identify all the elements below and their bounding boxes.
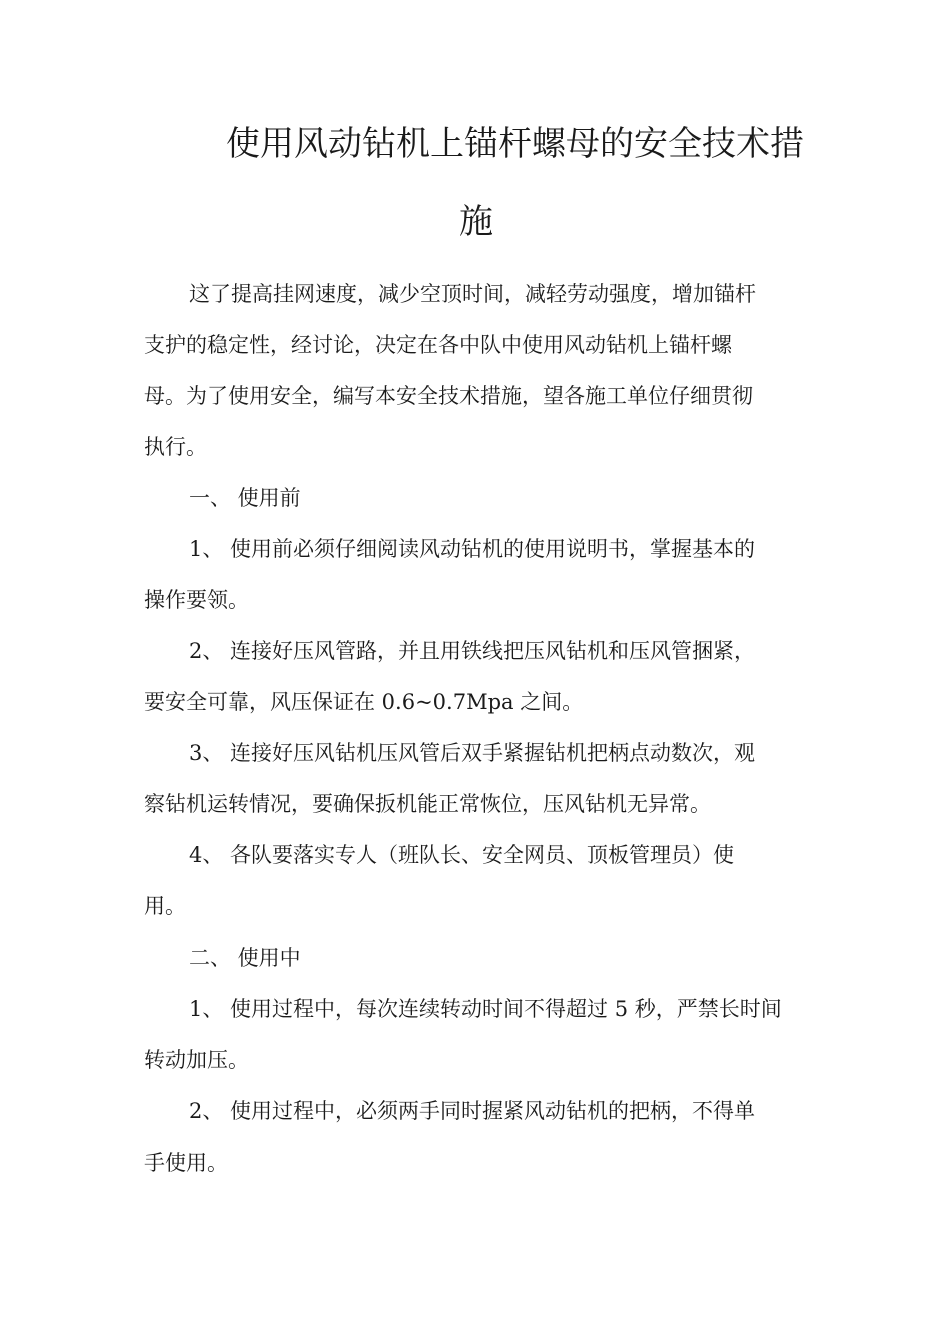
during-item-2-line-1: 2、 使用过程中，必须两手同时握紧风动钻机的把柄，不得单 <box>189 1099 756 1123</box>
document-title-line-2: 施 <box>459 202 493 242</box>
section-heading-before-use: 一、 使用前 <box>189 486 301 510</box>
item-1-line-2: 操作要领。 <box>144 588 249 612</box>
item-2-line-2: 要安全可靠，风压保证在 0.6~0.7Mpa 之间。 <box>144 690 584 714</box>
paragraph-intro-line-4: 执行。 <box>144 435 207 459</box>
section-heading-during-use: 二、 使用中 <box>189 946 301 970</box>
during-item-1-line-1: 1、 使用过程中，每次连续转动时间不得超过 5 秒，严禁长时间 <box>189 997 782 1021</box>
during-item-2-line-2: 手使用。 <box>144 1151 228 1175</box>
item-2-line-1: 2、 连接好压风管路，并且用铁线把压风钻机和压风管捆紧， <box>189 639 756 663</box>
paragraph-intro-line-1: 这了提高挂网速度，减少空顶时间，减轻劳动强度，增加锚杆 <box>189 282 756 306</box>
during-item-1-line-2: 转动加压。 <box>144 1048 249 1072</box>
item-4-line-2: 用。 <box>144 894 186 918</box>
item-1-line-1: 1、 使用前必须仔细阅读风动钻机的使用说明书，掌握基本的 <box>189 537 756 561</box>
item-3-line-1: 3、 连接好压风钻机压风管后双手紧握钻机把柄点动数次，观 <box>189 741 756 765</box>
document-title-line-1: 使用风动钻机上锚杆螺母的安全技术措 <box>226 124 804 164</box>
item-3-line-2: 察钻机运转情况，要确保扳机能正常恢位，压风钻机无异常。 <box>144 792 711 816</box>
paragraph-intro-line-2: 支护的稳定性，经讨论，决定在各中队中使用风动钻机上锚杆螺 <box>144 333 732 357</box>
item-4-line-1: 4、 各队要落实专人（班队长、安全网员、顶板管理员）使 <box>189 843 735 867</box>
paragraph-intro-line-3: 母。为了使用安全，编写本安全技术措施，望各施工单位仔细贯彻 <box>144 384 753 408</box>
